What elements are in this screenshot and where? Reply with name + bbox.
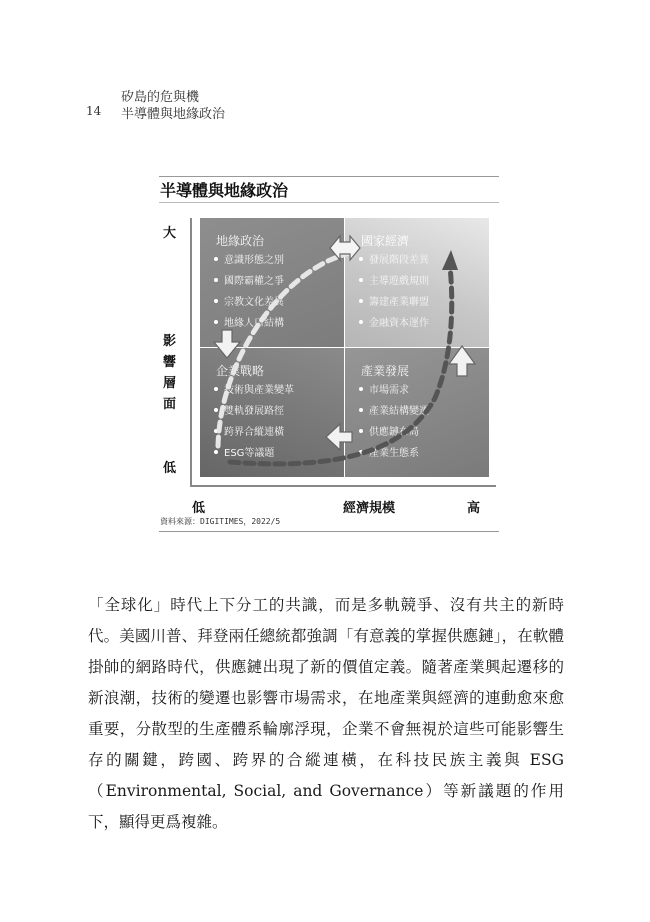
list-item: 供應鏈布局 [359, 426, 429, 447]
x-axis-high-label: 高 [467, 501, 481, 516]
chapter-title: 半導體與地緣政治 [121, 107, 226, 122]
flow-arrows [200, 218, 490, 478]
list-item: 宗教文化差異 [214, 296, 284, 317]
down-arrow [214, 330, 240, 358]
left-arrow [326, 424, 352, 450]
y-axis-label-char: 響 [163, 355, 177, 370]
body-paragraph: 「全球化」時代上下分工的共識，而是多軌競爭、沒有共主的新時代。美國川普、拜登兩任總統都強調「有意義的掌握供應鏈」，在軟體掛帥的網路時代，供應鏈出現了新的價值定義。隨著產業興起遷移的新浪潮，技術的變遷也影響市場需求，在地產業與經濟的連動愈來愈重要，分散型的生產體系輪廓浮現，企業不會無視於這些可能影響生存的關鍵，跨國、跨界的合縱連橫，在科技民族主義與 ESG（Environmental, Social, and Governance）等新議題的作用下，顯得更爲複雜。 [88, 596, 564, 831]
list-item: 金融資本運作 [359, 317, 429, 338]
page-number: 14 [86, 104, 102, 118]
y-axis-label-char: 層 [163, 376, 177, 391]
list-item: 雙軌發展路徑 [214, 405, 294, 426]
figure-bottom-rule [159, 531, 499, 532]
list-item: 發展階段差異 [359, 254, 429, 275]
y-axis-low-label: 低 [163, 461, 177, 476]
x-axis-line [190, 485, 496, 487]
list-item: 市場需求 [359, 384, 429, 405]
quadrant-title: 國家經濟 [361, 234, 410, 248]
y-axis-label-char: 影 [163, 334, 177, 349]
light-dashed-curve-arrow [218, 253, 350, 446]
y-axis-label-char: 面 [163, 397, 177, 412]
list-item: 產業結構變遷 [359, 405, 429, 426]
list-item: 意識形態之別 [214, 254, 284, 275]
list-item: 主導遊戲規則 [359, 275, 429, 296]
list-item: 產業生態系 [359, 447, 429, 468]
up-arrow [449, 346, 475, 376]
list-item: 地緣人口結構 [214, 317, 284, 338]
y-axis-high-label: 大 [163, 226, 177, 241]
figure-top-rule [159, 176, 499, 177]
figure-title: 半導體與地緣政治 [160, 181, 289, 200]
x-axis-label: 經濟規模 [343, 501, 396, 516]
list-item: 籌建產業聯盟 [359, 296, 429, 317]
y-axis-line [190, 218, 192, 486]
list-item: 國際霸權之爭 [214, 275, 284, 296]
quadrant-title: 企業戰略 [216, 364, 265, 378]
dark-curve-arrowhead [442, 250, 458, 270]
list-item: 技術與產業變革 [214, 384, 294, 405]
list-item: 跨界合縱連橫 [214, 426, 294, 447]
figure-title-rule [159, 202, 499, 203]
quadrant-title: 產業發展 [361, 364, 410, 378]
figure-source: 資料來源：DIGITIMES，2022/5 [160, 517, 281, 526]
list-item: ESG等議題 [214, 447, 294, 468]
x-axis-low-label: 低 [192, 501, 206, 516]
book-title: 矽島的危與機 [121, 90, 200, 105]
quadrant-title: 地緣政治 [216, 234, 265, 248]
